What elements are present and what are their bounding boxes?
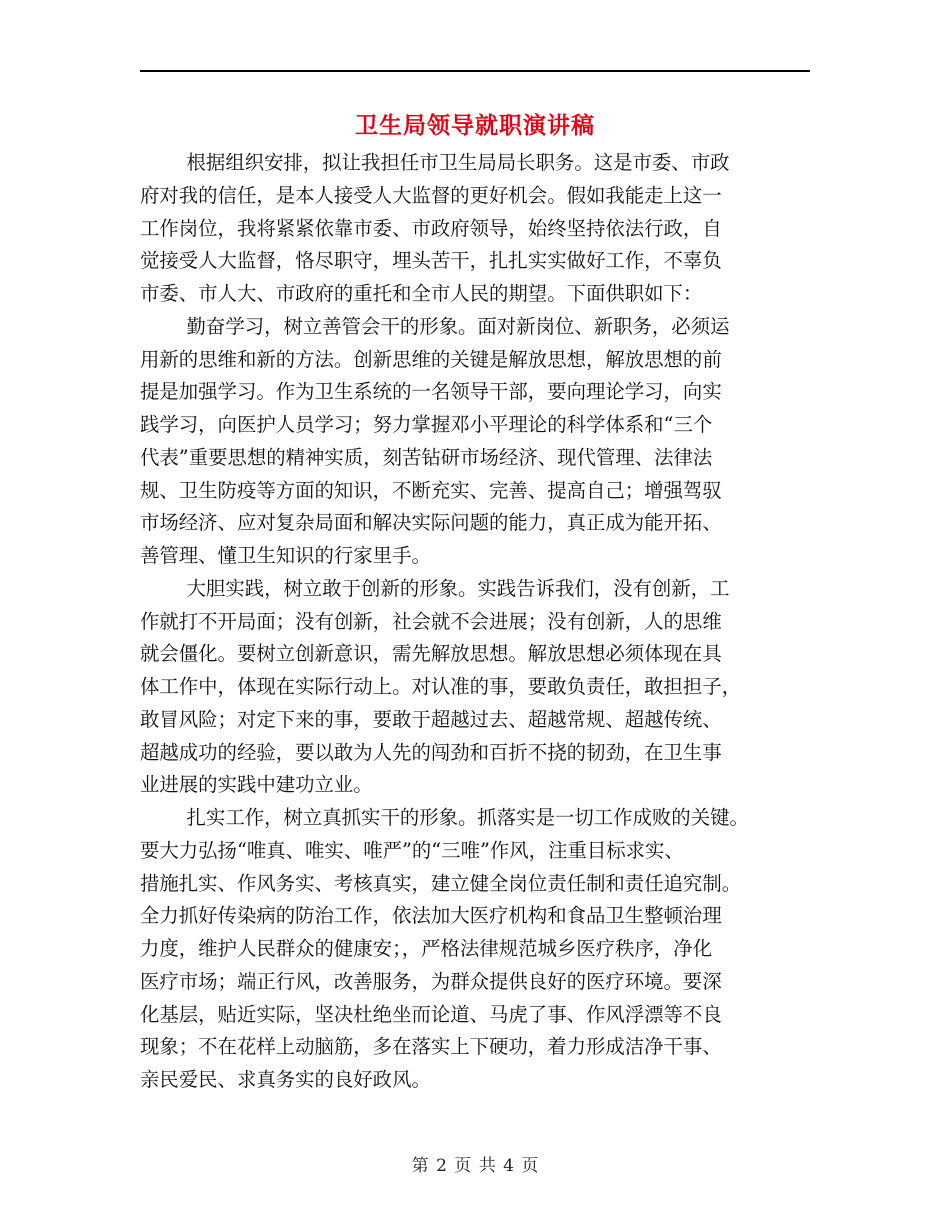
text-line: 作就打不开局面；没有创新，社会就不会进展；没有创新，人的思维	[140, 609, 722, 633]
text-line: 体工作中，体现在实际行动上。对认准的事，要敢负责任，敢担担子，	[140, 675, 742, 698]
text-line: 市委、市人大、市政府的重托和全市人民的期望。下面供职如下：	[140, 282, 703, 305]
footer-page-word: 页	[454, 1156, 472, 1176]
paragraph-3	[140, 573, 812, 802]
text-line: 规、卫生防疫等方面的知识，不断充实、完善、提高自己；增强驾驭	[140, 478, 722, 502]
text-line: 大胆实践，树立敢于创新的形象。实践告诉我们，没有创新，工	[186, 576, 730, 600]
text-line: 扎实工作，树立真抓实干的形象。抓落实是一切工作成败的关键。	[186, 806, 749, 829]
page-footer	[0, 1154, 950, 1178]
paragraph-1	[140, 147, 812, 311]
text-line: 提是加强学习。作为卫生系统的一名领导干部，要向理论学习，向实	[140, 380, 722, 404]
text-line: 府对我的信任，是本人接受人大监督的更好机会。假如我能走上这一	[140, 183, 722, 207]
total-pages-number: 4	[503, 1156, 514, 1176]
text-line: 觉接受人大监督，恪尽职守，埋头苦干，扎扎实实做好工作，不辜负	[140, 249, 722, 273]
text-line: 力度，维护人民群众的健康安；，严格法律规范城乡医疗秩序，净化	[140, 937, 713, 960]
text-line: 化基层，贴近实际，坚决杜绝坐而论道、马虎了事、作风浮漂等不良	[140, 1002, 722, 1026]
text-line: 就会僵化。要树立创新意识，需先解放思想。解放思想必须体现在具	[140, 642, 722, 666]
header-rule	[140, 70, 810, 72]
text-line: 勤奋学习，树立善管会干的形象。面对新岗位、新职务，必须运	[186, 314, 730, 338]
document-body	[140, 147, 812, 1097]
text-line: 代表”重要思想的精神实质，刻苦钻研市场经济、现代管理、法律法	[140, 445, 713, 469]
text-line: 市场经济、应对复杂局面和解决实际问题的能力，真正成为能开拓、	[140, 511, 722, 535]
text-line: 措施扎实、作风务实、考核真实，建立健全岗位责任制和责任追究制。	[140, 871, 742, 895]
text-line: 践学习，向医护人员学习；努力掌握邓小平理论的科学体系和“三个	[140, 413, 713, 436]
text-line: 现象；不在花样上动脑筋，多在落实上下硬功，着力形成洁净干事、	[140, 1035, 722, 1059]
footer-total-word: 共	[478, 1156, 496, 1176]
paragraph-2	[140, 311, 812, 573]
text-line: 全力抓好传染病的防治工作，依法加大医疗机构和食品卫生整顿治理	[140, 904, 722, 928]
paragraph-4	[140, 802, 812, 1097]
document-title: 卫生局领导就职演讲稿	[355, 112, 595, 139]
text-line: 敢冒风险；对定下来的事，要敢于超越过去、超越常规、超越传统、	[140, 707, 722, 731]
text-line: 用新的思维和新的方法。创新思维的关键是解放思想，解放思想的前	[140, 347, 722, 371]
footer-suffix: 页	[521, 1156, 539, 1176]
text-line: 超越成功的经验，要以敢为人先的闯劲和百折不挠的韧劲，在卫生事	[140, 740, 722, 764]
text-line: 要大力弘扬“唯真、唯实、唯严”的“三唯”作风，注重目标求实、	[140, 838, 684, 862]
text-line: 善管理、懂卫生知识的行家里手。	[140, 544, 431, 567]
text-line: 根据组织安排，拟让我担任市卫生局局长职务。这是市委、市政	[186, 151, 730, 174]
text-line: 业进展的实践中建功立业。	[140, 773, 373, 797]
text-line: 工作岗位，我将紧紧依靠市委、市政府领导，始终坚持依法行政，自	[140, 216, 722, 240]
text-line: 医疗市场；端正行风，改善服务，为群众提供良好的医疗环境。要深	[140, 969, 722, 993]
current-page-number: 2	[436, 1156, 447, 1176]
text-line: 亲民爱民、求真务实的良好政风。	[140, 1068, 431, 1091]
footer-prefix: 第	[411, 1156, 429, 1176]
